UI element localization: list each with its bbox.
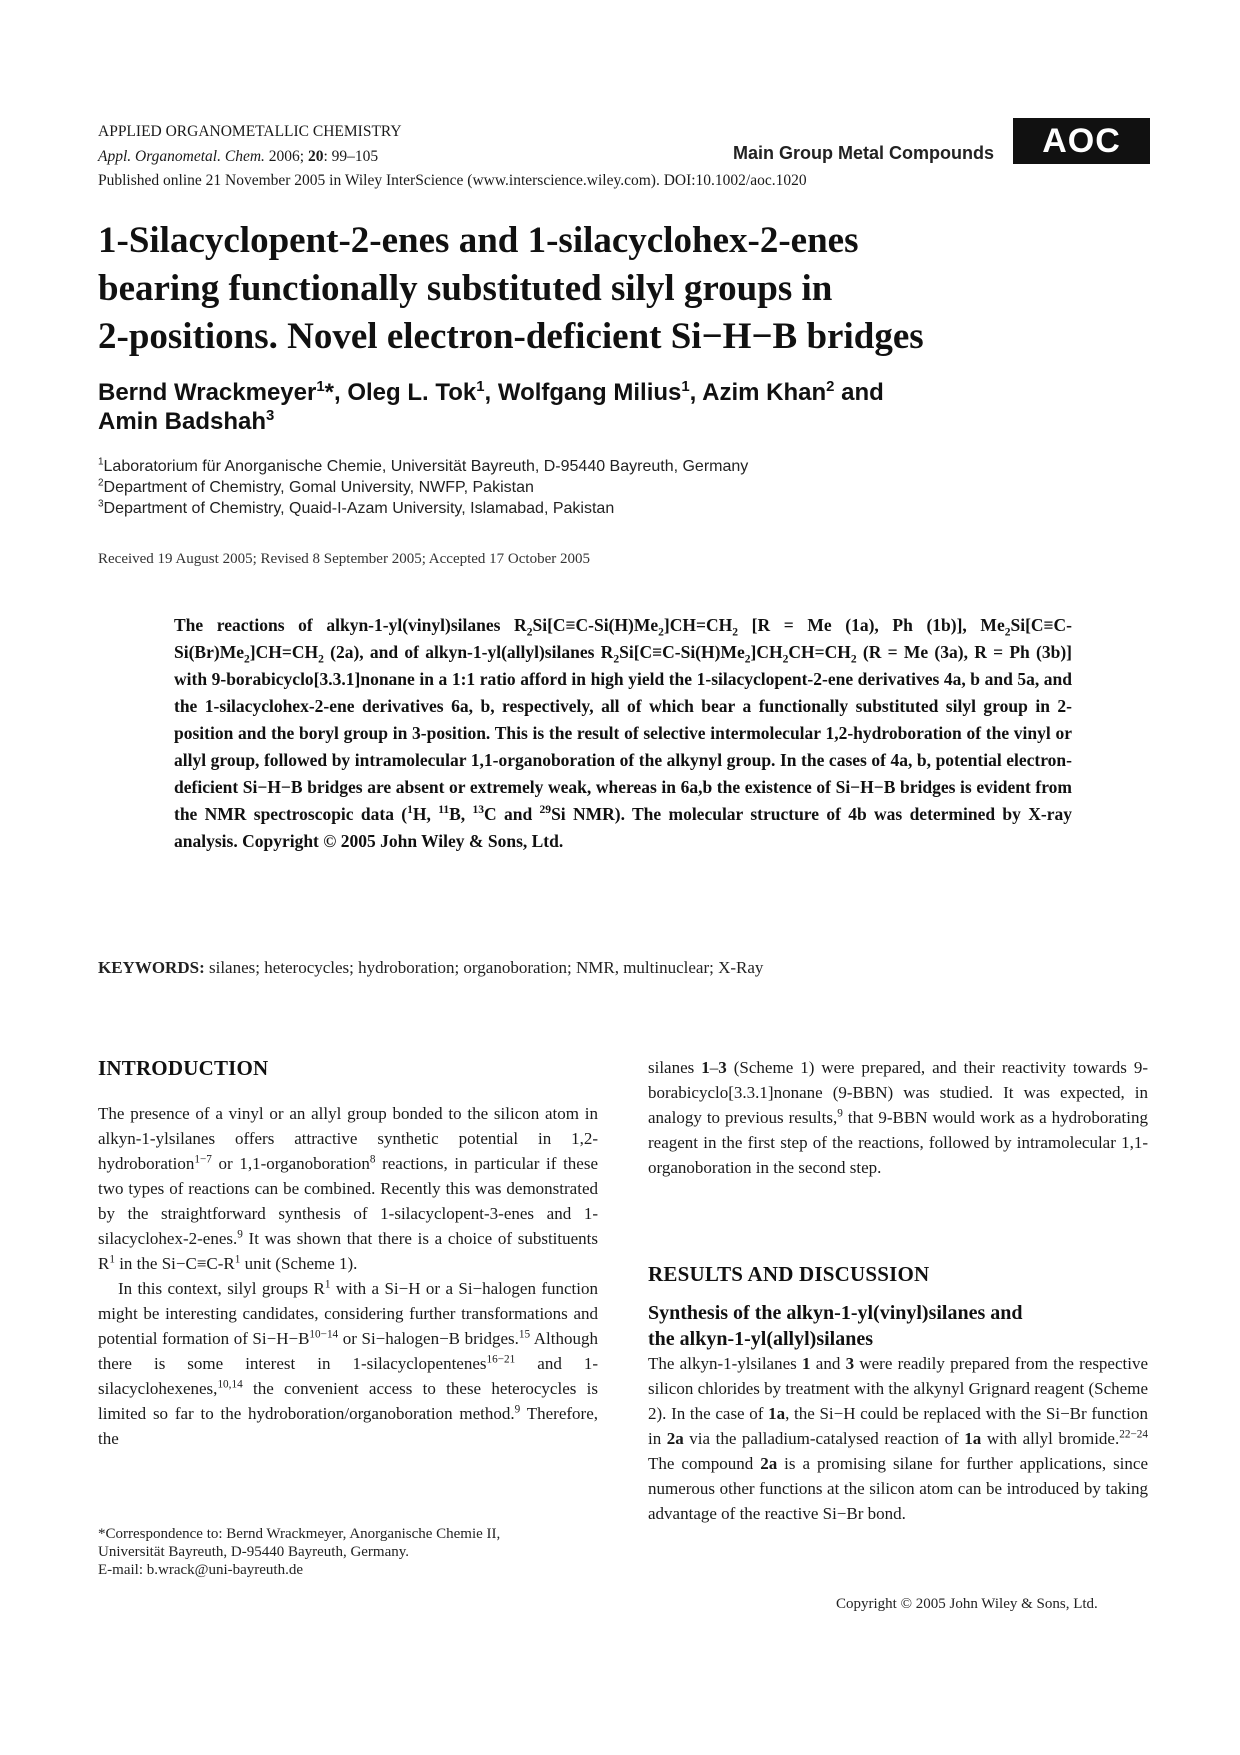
affiliation-list [98, 456, 748, 519]
author-name: Bernd Wrackmeyer [98, 379, 317, 406]
author-affil: 1 [681, 379, 690, 395]
right-col-intro [648, 1055, 1148, 1180]
text: The presence of a vinyl or an allyl group bonded to the silicon atom in alkyn-1-ylsilanes offers attractive synthetic potential in 1,2-hydroboration [98, 1104, 598, 1173]
abstract-text: (R = Me (3a), R = Ph (3b)] with 9-borabicyclo[3.3.1]nonane in a 1:1 ratio afford in high yield the 1-silacyclopent-2-ene derivatives 4a, b and 5a, and the 1-silacyclohex-2-ene derivatives 6a, b, respectively, all of which bear a functionally substituted silyl group in 2-position and the boryl group in 3-position. This is the result of selective intermolecular 1,2-hydroboration of the vinyl or allyl group, followed by intramolecular 1,1-organoboration of the alkynyl group. In the cases of 4a, b, potential electron-deficient Si−H−B bridges are absent or extremely weak, whereas in 6a,b the existence of Si−H−B bridges is evident from the NMR spectroscopic data ( [174, 642, 1072, 824]
corresponding-mark: * [324, 379, 334, 406]
compound-ref: 1 [802, 1354, 811, 1373]
abstract-text: B, [449, 804, 473, 824]
citation-year: 2006; [268, 148, 305, 165]
author-name: Oleg L. Tok [347, 379, 477, 406]
title-line-3: 2-positions. Novel electron-deficient Si−H−B bridges [98, 316, 924, 357]
abstract-text: H, [412, 804, 439, 824]
subscript: 2 [243, 653, 250, 666]
correspondence-line: *Correspondence to: Bernd Wrackmeyer, Anorganische Chemie II, [98, 1526, 501, 1542]
paragraph [98, 1101, 598, 1276]
abstract-text: ]CH=CH [249, 642, 319, 662]
abstract-text: CH=CH [788, 642, 851, 662]
abstract-text: Si[C≡C-Si(Br)Me [174, 615, 1072, 662]
compound-ref: 1a [768, 1404, 786, 1423]
intro-body [98, 1101, 598, 1451]
section-label: Main Group Metal Compounds [733, 143, 994, 163]
author-name: Amin Badshah [98, 408, 267, 435]
text: The alkyn-1-ylsilanes [648, 1354, 803, 1373]
subscript: 2 [744, 653, 751, 666]
text: in the Si−C≡C-R [114, 1254, 235, 1273]
results-heading: RESULTS AND DISCUSSION [648, 1262, 930, 1286]
citation: 1−7 [194, 1153, 212, 1166]
title-line-2: bearing functionally substituted silyl groups in [98, 268, 833, 309]
publication-line: Published online 21 November 2005 in Wiley InterScience (www.interscience.wiley.com). DOI:10.1002/aoc.1020 [98, 172, 807, 189]
affiliation-text: Laboratorium für Anorganische Chemie, Universität Bayreuth, D-95440 Bayreuth, Germany [103, 458, 749, 475]
results-body [648, 1351, 1148, 1526]
keywords [98, 958, 763, 978]
superscript: 11 [438, 804, 450, 817]
subscript: 2 [850, 653, 857, 666]
author-name: Azim Khan [702, 379, 827, 406]
citation-pages: : 99–105 [323, 148, 379, 165]
citation-line [98, 147, 378, 166]
superscript: 1 [234, 1253, 241, 1266]
subscript: 2 [782, 653, 789, 666]
correspondence-note [98, 1525, 598, 1579]
text: is a promising silane for further applications, since numerous other functions at the silicon atom can be introduced by taking advantage of the reactive Si−Br bond. [648, 1454, 1148, 1523]
abstract-text: Si NMR). The molecular structure of 4b was determined by X-ray analysis. Copyright © 2005 John Wiley & Sons, Ltd. [174, 804, 1072, 851]
compound-ref: 1 [701, 1058, 710, 1077]
affiliation-item [98, 477, 748, 498]
text: silanes [648, 1058, 702, 1077]
text: or 1,1-organoboration [211, 1154, 370, 1173]
abstract-text: Si[C≡C-Si(H)Me [532, 615, 659, 635]
intro-heading: INTRODUCTION [98, 1056, 269, 1080]
subscript: 2 [318, 653, 324, 666]
text: via the palladium-catalysed reaction of [683, 1429, 965, 1448]
author-affil: 2 [826, 379, 835, 395]
abstract-text: (2a), and of alkyn-1-yl(allyl)silanes R [323, 642, 614, 662]
subsection-heading-line: the alkyn-1-yl(allyl)silanes [648, 1328, 874, 1350]
title-line-1: 1-Silacyclopent-2-enes and 1-silacyclohex-2-enes [98, 220, 859, 261]
text: or Si−halogen−B bridges. [338, 1329, 519, 1348]
superscript: 1 [324, 1278, 331, 1291]
superscript: 13 [472, 804, 485, 817]
text: Therefore, the [98, 1404, 598, 1448]
text: and [810, 1354, 846, 1373]
citation: 9 [514, 1403, 521, 1416]
affiliation-number: 1 [98, 456, 104, 468]
compound-ref: 3 [845, 1354, 855, 1373]
text: In this context, silyl groups R [118, 1279, 325, 1298]
text: – [709, 1058, 719, 1077]
author-name: Wolfgang Milius [497, 379, 682, 406]
citation: 9 [837, 1107, 843, 1120]
author-affil: 3 [266, 408, 275, 424]
citation-journal: Appl. Organometal. Chem. [98, 148, 265, 165]
paragraph [98, 1276, 598, 1451]
compound-ref: 1a [964, 1429, 982, 1448]
correspondence-line: Universität Bayreuth, D-95440 Bayreuth, Germany. [98, 1544, 410, 1560]
superscript: 1 [109, 1253, 115, 1266]
author-list: Bernd Wrackmeyer$^1$*, Oleg L. Tok$^1$, Wolfgang Milius$^1$, Azim Khan$^2$ and Amin Badshah$^3$ [98, 379, 884, 435]
subscript: 2 [526, 626, 533, 639]
abstract-text: The reactions of alkyn-1-yl(vinyl)silanes R [174, 615, 527, 635]
citation: 22−24 [1119, 1428, 1148, 1441]
compound-ref: 2a [760, 1454, 778, 1473]
text: were readily prepared from the respective silicon chlorides by treatment with the alkynyl Grignard reagent (Scheme 2). In the case of [648, 1354, 1149, 1423]
keywords-text: silanes; heterocycles; hydroboration; organoboration; NMR, multinuclear; X-Ray [204, 958, 764, 977]
text: (Scheme 1) were prepared, and their reactivity towards 9-borabicyclo[3.3.1]nonane (9-BBN) was studied. It was expected, in analogy to previous results, [648, 1058, 1148, 1127]
abstract-text: ]CH [750, 642, 783, 662]
affiliation-text: Department of Chemistry, Gomal University, NWFP, Pakistan [103, 479, 534, 496]
text: It was shown that there is a choice of substituents R [98, 1229, 598, 1273]
abstract [174, 612, 1072, 855]
abstract-text: Si[C≡C-Si(H)Me [619, 642, 745, 662]
author-affil: 1 [316, 379, 325, 395]
article-title [98, 217, 1158, 361]
text: The compound [648, 1454, 761, 1473]
citation-volume: 20 [307, 148, 324, 165]
keywords-label: KEYWORDS: [98, 958, 205, 977]
journal-logo-badge: AOC [1013, 118, 1150, 164]
citation: 10,14 [217, 1378, 243, 1391]
abstract-text: ]CH=CH [663, 615, 733, 635]
copyright-footer: Copyright © 2005 John Wiley & Sons, Ltd. [836, 1596, 1098, 1612]
text: with a Si−H or a Si−halogen function might be interesting candidates, considering further transformations and potential formation of Si−H−B [98, 1279, 599, 1348]
affiliation-item [98, 456, 748, 477]
paragraph [648, 1351, 1148, 1526]
abstract-text: C and [484, 804, 540, 824]
superscript: 1 [407, 804, 413, 817]
subscript: 2 [1004, 626, 1011, 639]
citation: 9 [237, 1228, 243, 1241]
compound-ref: 3 [718, 1058, 727, 1077]
citation: 8 [369, 1153, 376, 1166]
text: that 9-BBN would work as a hydroborating reagent in the first step of the reactions, followed by intramolecular 1,1-organoboration in the second step. [648, 1108, 1148, 1177]
affiliation-number: 3 [98, 498, 104, 510]
affiliation-number: 2 [98, 477, 104, 489]
abstract-text: [R = Me (1a), Ph (1b)], Me [738, 615, 1005, 635]
subscript: 2 [732, 626, 738, 639]
author-affil: 1 [476, 379, 485, 395]
text: , the Si−H could be replaced with the Si−Br function in [648, 1404, 1148, 1448]
superscript: 29 [539, 804, 552, 817]
text: Although there is some interest in 1-silacyclopentenes [98, 1329, 598, 1373]
text: reactions, in particular if these two types of reactions can be combined. Recently this was demonstrated by the straightforward synthesis of 1-silacyclopent-3-enes and 1-silacyclohex-2-enes. [98, 1154, 599, 1248]
journal-name: APPLIED ORGANOMETALLIC CHEMISTRY [98, 123, 402, 140]
affiliation-text: Department of Chemistry, Quaid-I-Azam University, Islamabad, Pakistan [103, 500, 615, 517]
history-dates: Received 19 August 2005; Revised 8 September 2005; Accepted 17 October 2005 [98, 551, 590, 567]
correspondence-email: E-mail: b.wrack@uni-bayreuth.de [98, 1562, 303, 1578]
subscript: 2 [613, 653, 620, 666]
author-conjunction: and [841, 379, 884, 406]
compound-ref: 2a [666, 1429, 684, 1448]
subsection-heading-line: Synthesis of the alkyn-1-yl(vinyl)silanes and [648, 1302, 1023, 1324]
subscript: 2 [658, 626, 664, 639]
citation: 16−21 [486, 1353, 516, 1366]
subsection-heading [648, 1300, 1148, 1352]
paragraph [648, 1055, 1148, 1180]
affiliation-item [98, 498, 748, 519]
text: and 1-silacyclohexenes, [98, 1354, 598, 1398]
text: with allyl bromide. [981, 1429, 1120, 1448]
text: the convenient access to these heterocycles is limited so far to the hydroboration/organoboration method. [98, 1379, 598, 1423]
citation: 15 [518, 1328, 531, 1341]
citation: 10−14 [309, 1328, 339, 1341]
text: unit (Scheme 1). [240, 1254, 358, 1273]
